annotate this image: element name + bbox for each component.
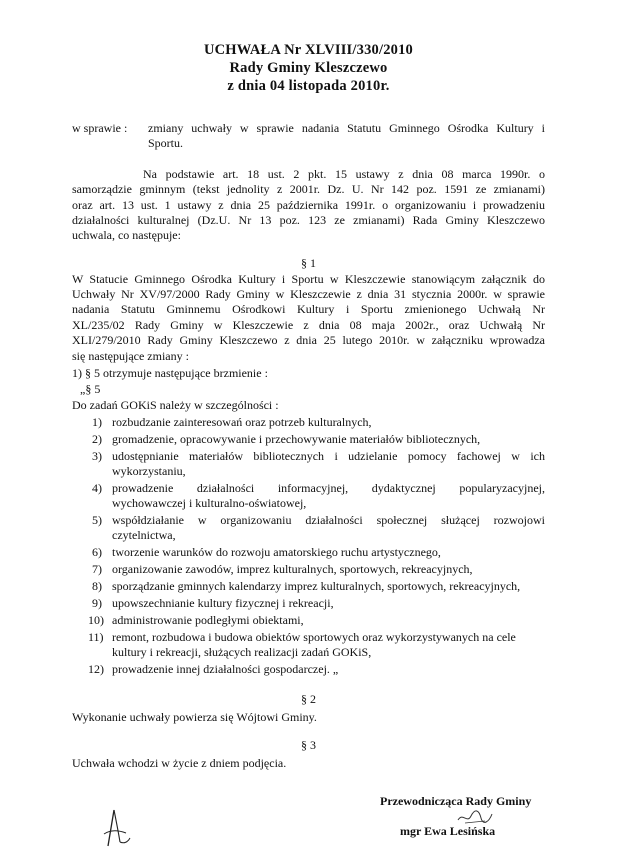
section-3-text: Uchwała wchodzi w życie z dniem podjęcia. <box>72 756 287 770</box>
tasks-intro: Do zadań GOKiS należy w szczególności : <box>72 398 279 412</box>
list-item-continuation: czytelnictwa, <box>112 528 176 542</box>
preamble-line: oraz art. 13 ust. 1 ustawy z dnia 25 października 1991r. o organizowaniu i prowadzeniu <box>72 198 545 212</box>
list-item-continuation: kultury i rekreacji, służących realizacji zadań GOKiS, <box>112 645 372 659</box>
subject-line-1: zmiany uchwały w sprawie nadania Statutu Gminnego Ośrodka Kultury i <box>148 121 545 135</box>
preamble-line: Na podstawie art. 18 ust. 2 pkt. 15 ustawy z dnia 08 marca 1990r. o <box>143 167 545 181</box>
list-item: organizowanie zawodów, imprez kulturalnych, sportowych, rekreacyjnych, <box>112 562 473 576</box>
section-1-line: się następujące zmiany : <box>72 349 189 363</box>
list-item-number: 7) <box>92 562 102 576</box>
section-1-line: XL/235/02 Rady Gminy w Kleszczewie z dnia 08 maja 2002r., oraz Uchwałą Nr <box>72 318 545 332</box>
list-item-continuation: wykorzystaniu, <box>112 464 186 478</box>
section-1-line: Uchwały Nr XV/97/2000 Rady Gminy w Kleszczewie z dnia 31 stycznia 2000r. w sprawie <box>72 287 545 301</box>
list-item-number: 4) <box>92 481 102 495</box>
list-item: gromadzenie, opracowywanie i przechowywanie materiałów bibliotecznych, <box>112 432 481 446</box>
list-item: prowadzenie działalności informacyjnej, dydaktycznej popularyzacyjnej, <box>112 481 545 495</box>
list-item-continuation: wychowawczej i kulturalno-oświatowej, <box>112 496 307 510</box>
signature-title: Przewodnicząca Rady Gminy <box>380 794 532 808</box>
list-item-number: 1) <box>92 415 102 429</box>
council-name: Rady Gminy Kleszczewo <box>229 60 388 76</box>
list-item: tworzenie warunków do rozwoju amatorskiego ruchu artystycznego, <box>112 545 441 559</box>
list-item: sporządzanie gminnych kalendarzy imprez kulturalnych, sportowych, rekreacyjnych, <box>112 579 521 593</box>
preamble-line: samorządzie gminnym (tekst jednolity z 2001r. Dz. U. Nr 142 poz. 1591 ze zmianami) <box>72 182 545 196</box>
list-item: rozbudzanie zainteresowań oraz potrzeb kulturalnych, <box>112 415 372 429</box>
section-1-line: W Statucie Gminnego Ośrodka Kultury i Sportu w Kleszczewie stanowiącym załącznik do <box>72 272 545 286</box>
subject-line-2: Sportu. <box>148 136 184 150</box>
section-2-symbol: § 2 <box>301 692 316 706</box>
change-intro: 1) § 5 otrzymuje następujące brzmienie : <box>72 366 268 380</box>
section-1-line: nadania Statutu Gminnemu Ośrodkowi Kultury i Sportu zmienionego Uchwałą Nr <box>72 302 545 316</box>
list-item-number: 10) <box>88 613 104 627</box>
section-1-line: XLI/279/2010 Rady Gminy Kleszczewo z dnia 25 lutego 2010r. w załączniku wprowadza <box>72 333 545 347</box>
list-item: remont, rozbudowa i budowa obiektów sportowych oraz wykorzystywanych na cele <box>112 630 516 644</box>
list-item-number: 6) <box>92 545 102 559</box>
section-2-text: Wykonanie uchwały powierza się Wójtowi Gminy. <box>72 710 317 724</box>
list-item-number: 11) <box>88 630 104 644</box>
list-item-number: 12) <box>88 662 104 676</box>
list-item: upowszechnianie kultury fizycznej i rekreacji, <box>112 596 334 610</box>
list-item-number: 9) <box>92 596 102 610</box>
list-item: administrowanie podległymi obiektami, <box>112 613 304 627</box>
list-item: udostępnianie materiałów bibliotecznych i udzielanie pomocy fachowej w ich <box>112 449 545 463</box>
quote-start: „§ 5 <box>80 382 101 396</box>
resolution-number: UCHWAŁA Nr XLVIII/330/2010 <box>203 42 414 58</box>
handwritten-initials-icon <box>98 806 134 850</box>
list-item: współdziałanie w organizowaniu działalności społecznej służącej rozwojowi <box>112 513 545 527</box>
preamble-line: działalności kulturalnej (Dz.U. Nr 13 poz. 123 ze zmianami) Rada Gminy Kleszczewo <box>72 213 545 227</box>
list-item: prowadzenie innej działalności gospodarczej. „ <box>112 662 339 676</box>
preamble-line: uchwala, co następuje: <box>72 228 181 242</box>
list-item-number: 3) <box>92 449 102 463</box>
list-item-number: 8) <box>92 579 102 593</box>
resolution-date: z dnia 04 listopada 2010r. <box>227 78 390 94</box>
section-1-symbol: § 1 <box>301 256 316 270</box>
list-item-number: 5) <box>92 513 102 527</box>
subject-label: w sprawie : <box>72 121 128 135</box>
list-item-number: 2) <box>92 432 102 446</box>
signatory-name: mgr Ewa Lesińska <box>400 824 496 838</box>
section-3-symbol: § 3 <box>301 738 316 752</box>
